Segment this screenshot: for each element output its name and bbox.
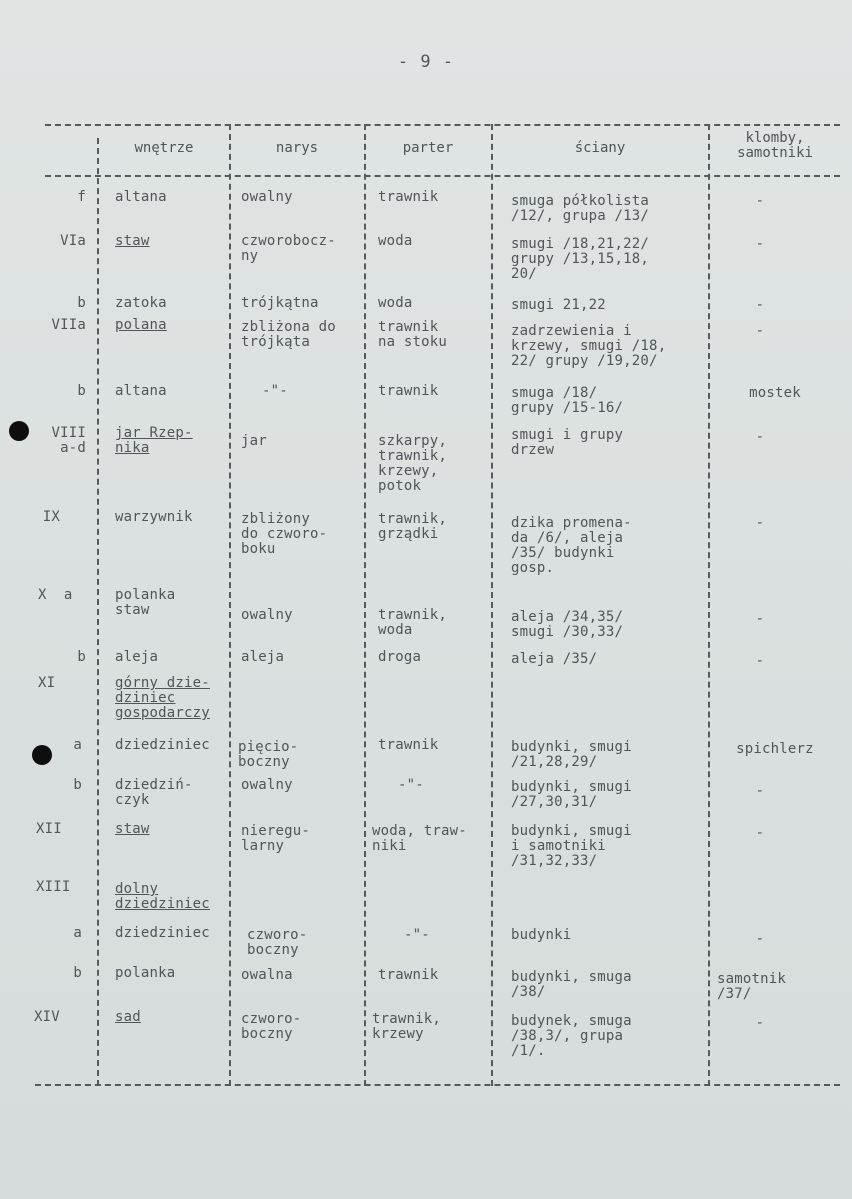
column-divider-3 [364,124,366,1086]
ground-cover: trawnik, grządki [378,511,448,542]
table-top-rule [45,124,840,126]
row-number: IX [42,509,60,525]
header-sciany: ściany [574,140,626,156]
walls: budynki, smugi i samotniki /31,32,33/ [511,823,632,869]
ground-cover: -"- [398,777,424,793]
flowerbeds: - [755,931,765,947]
ground-cover: trawnik, krzewy [372,1011,442,1042]
table-bottom-rule [35,1084,840,1086]
ground-cover: droga [378,649,422,665]
ground-cover: -"- [404,927,430,943]
row-number: b [73,777,82,793]
flowerbeds: - [755,783,765,799]
page-number: - 9 - [397,52,455,72]
interior-name: altana [115,383,167,399]
interior-name: warzywnik [115,509,193,525]
outline-shape: owalny [241,777,293,793]
flowerbeds: spichlerz [736,741,814,757]
ground-cover: trawnik na stoku [378,319,448,350]
interior-name: dolny dziedziniec [115,881,210,912]
interior-name: górny dzie- dziniec gospodarczy [115,675,210,721]
outline-shape: pięcio- boczny [238,739,299,770]
outline-shape: aleja [241,649,285,665]
interior-name: staw [115,233,150,249]
walls: zadrzewienia i krzewy, smugi /18, 22/ grupy /19,20/ [511,323,667,369]
column-divider-2 [229,124,231,1086]
ground-cover: szkarpy, trawnik, krzewy, potok [378,433,448,494]
ground-cover: trawnik [378,737,439,753]
flowerbeds: samotnik /37/ [717,971,787,1002]
flowerbeds: - [755,653,765,669]
flowerbeds: - [755,515,765,531]
interior-name: aleja [115,649,159,665]
row-number: VIIa [51,317,86,333]
row-number: VIa [60,233,86,249]
interior-name: dziedziniec [115,737,210,753]
ground-cover: trawnik [378,383,439,399]
row-number: b [77,649,86,665]
interior-name: polanka [115,965,176,981]
header-parter: parter [402,140,454,156]
ground-cover: woda, traw- niki [372,823,467,854]
walls: dzika promena- da /6/, aleja /35/ budynki gosp. [511,515,632,576]
outline-shape: trójkątna [241,295,319,311]
outline-shape: zbliżona do trójkąta [241,319,336,350]
row-number: b [77,295,86,311]
row-number: a [73,925,82,941]
interior-name: dziedziń- czyk [115,777,193,808]
ground-cover: trawnik [378,189,439,205]
walls: smugi /18,21,22/ grupy /13,15,18, 20/ [511,236,650,282]
flowerbeds: - [755,323,765,339]
flowerbeds: - [755,193,765,209]
interior-name: polanka staw [115,587,176,618]
punch-hole-top [9,421,29,441]
flowerbeds: - [755,1015,765,1031]
ground-cover: woda [378,233,413,249]
walls: budynek, smuga /38,3/, grupa /1/. [511,1013,632,1059]
walls: smuga /18/ grupy /15-16/ [511,385,624,416]
header-wnetrze: wnętrze [134,140,194,156]
row-number: b [77,383,86,399]
row-number: XIV [34,1009,60,1025]
header-narys: narys [275,140,319,156]
flowerbeds: - [755,825,765,841]
outline-shape: czworo- boczny [247,927,308,958]
column-divider-5 [708,124,710,1086]
walls: aleja /35/ [511,651,598,667]
flowerbeds: - [755,611,765,627]
ground-cover: woda [378,295,413,311]
row-number: XIII [36,879,71,895]
outline-shape: owalny [241,189,293,205]
flowerbeds: mostek [749,385,801,401]
walls: smugi 21,22 [511,297,606,313]
outline-shape: owalna [241,967,293,983]
walls: budynki, smugi /21,28,29/ [511,739,632,770]
interior-name: dziedziniec [115,925,210,941]
row-number: VIII a-d [51,425,86,456]
outline-shape: zbliżony do czworo- boku [241,511,328,557]
row-number: X a [38,587,73,603]
walls: budynki, smugi /27,30,31/ [511,779,632,810]
row-number: a [73,737,82,753]
outline-shape: jar [241,433,267,449]
flowerbeds: - [755,429,765,445]
walls: smugi i grupy drzew [511,427,624,458]
walls: aleja /34,35/ smugi /30,33/ [511,609,624,640]
outline-shape: -"- [262,383,288,399]
interior-name: sad [115,1009,141,1025]
interior-name: staw [115,821,150,837]
row-number: XI [38,675,56,691]
walls: smuga półkolista /12/, grupa /13/ [511,193,650,224]
ground-cover: trawnik, woda [378,607,448,638]
interior-name: altana [115,189,167,205]
outline-shape: nieregu- larny [241,823,311,854]
row-number: b [73,965,82,981]
interior-name: polana [115,317,167,333]
row-number: f [77,189,86,205]
outline-shape: czworo- boczny [241,1011,302,1042]
interior-name: zatoka [115,295,167,311]
header-klomby: klomby, samotniki [737,130,813,161]
interior-name: jar Rzep- nika [115,425,193,456]
flowerbeds: - [755,297,765,313]
walls: budynki [511,927,572,943]
column-divider-4 [491,124,493,1086]
outline-shape: czworobocz- ny [241,233,336,264]
flowerbeds: - [755,236,765,252]
punch-hole-bottom [32,745,52,765]
row-number: XII [36,821,62,837]
header-bottom-rule [45,175,840,177]
column-divider-1 [97,138,99,1086]
ground-cover: trawnik [378,967,439,983]
outline-shape: owalny [241,607,293,623]
walls: budynki, smuga /38/ [511,969,632,1000]
